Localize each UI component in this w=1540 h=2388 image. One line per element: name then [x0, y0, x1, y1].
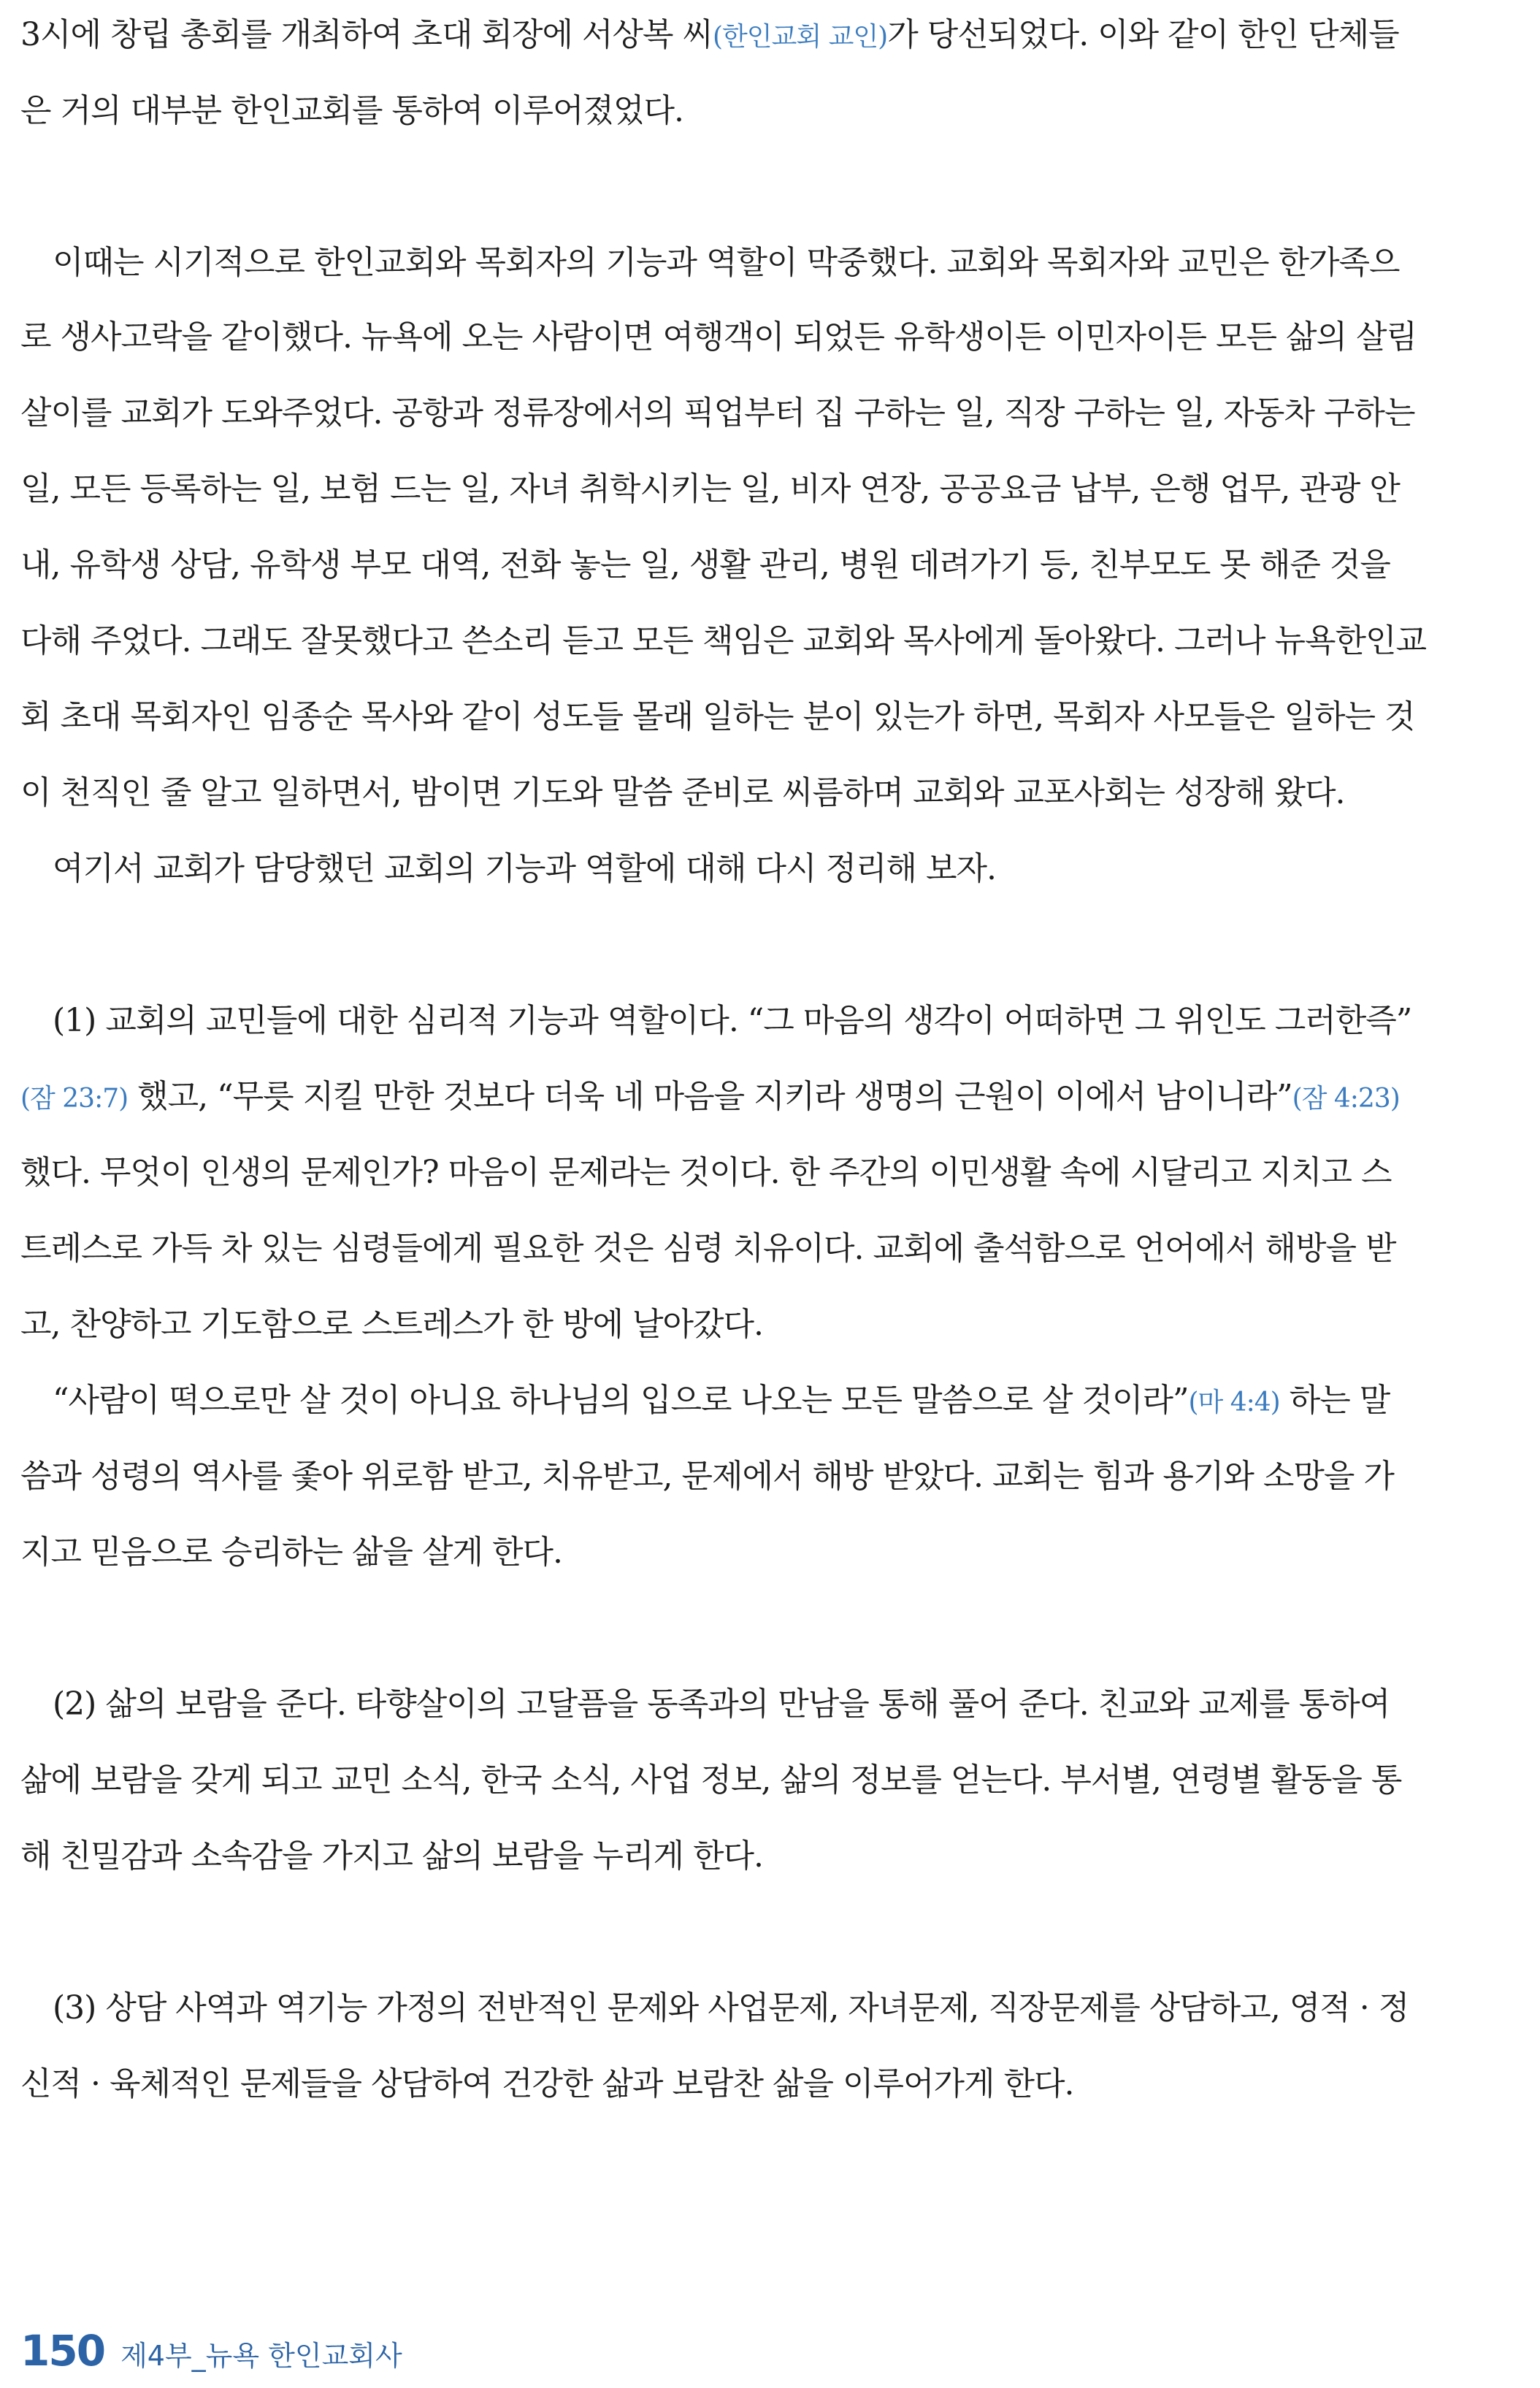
paragraph-5-line-3: 지고 믿음으로 승리하는 삶을 살게 한다.: [20, 1534, 562, 1571]
paragraph-4-line-3: 했다. 무엇이 인생의 문제인가? 마음이 문제라는 것이다. 한 주간의 이민생활 속에 시달리고 지치고 스: [20, 1154, 1392, 1191]
text-segment: 가 당선되었다. 이와 같이 한인 단체들: [887, 16, 1399, 53]
paragraph-2-line-7: 회 초대 목회자인 임종순 목사와 같이 성도들 몰래 일하는 분이 있는가 하면, 목회자 사모들은 일하는 것: [20, 698, 1415, 735]
paragraph-4-line-4: 트레스로 가득 차 있는 심령들에게 필요한 것은 심령 치유이다. 교회에 출석함으로 언어에서 해방을 받: [20, 1230, 1396, 1267]
paragraph-2-line-8: 이 천직인 줄 알고 일하면서, 밤이면 기도와 말씀 준비로 씨름하며 교회와 교포사회는 성장해 왔다.: [20, 774, 1345, 811]
paragraph-5-line-1: [20, 1379, 1510, 1425]
paragraph-7-line-2: 신적 · 육체적인 문제들을 상담하여 건강한 삶과 보람찬 삶을 이루어가게 한다.: [20, 2065, 1074, 2102]
page-footer: [20, 2326, 402, 2377]
paragraph-2-line-2: 로 생사고락을 같이했다. 뉴욕에 오는 사람이면 여행객이 되었든 유학생이든 이민자이든 모든 삶의 살림: [20, 318, 1417, 356]
paragraph-2-line-6: 다해 주었다. 그래도 잘못했다고 쓴소리 듣고 모든 책임은 교회와 목사에게 돌아왔다. 그러나 뉴욕한인교: [20, 622, 1426, 659]
paragraph-7-line-1: (3) 상담 사역과 역기능 가정의 전반적인 문제와 사업문제, 자녀문제, 직장문제를 상담하고, 영적 · 정: [53, 1989, 1409, 2027]
paragraph-3-line-1: 여기서 교회가 담당했던 교회의 기능과 역할에 대해 다시 정리해 보자.: [53, 850, 996, 887]
paragraph-4-line-1: (1) 교회의 교민들에 대한 심리적 기능과 역할이다. “그 마음의 생각이 어떠하면 그 위인도 그러한즉”: [53, 1002, 1412, 1039]
paragraph-2-line-4: 일, 모든 등록하는 일, 보험 드는 일, 자녀 취학시키는 일, 비자 연장, 공공요금 납부, 은행 업무, 관광 안: [20, 470, 1400, 508]
text-segment: 하는 말: [1279, 1382, 1390, 1419]
paragraph-2-line-3: 살이를 교회가 도와주었다. 공항과 정류장에서의 픽업부터 집 구하는 일, 직장 구하는 일, 자동차 구하는: [20, 394, 1415, 432]
paragraph-6-line-3: 해 친밀감과 소속감을 가지고 삶의 보람을 누리게 한다.: [20, 1837, 763, 1875]
paragraph-2-line-5: 내, 유학생 상담, 유학생 부모 대역, 전화 놓는 일, 생활 관리, 병원 데려가기 등, 친부모도 못 해준 것을: [20, 546, 1390, 583]
reference-note: (잠 23:7): [20, 1084, 129, 1114]
text-segment: 했고, “무릇 지킬 만한 것보다 더욱 네 마음을 지키라 생명의 근원이 이에서 남이니라”: [128, 1078, 1292, 1115]
paragraph-6-line-2: 삶에 보람을 갖게 되고 교민 소식, 한국 소식, 사업 정보, 삶의 정보를 얻는다. 부서별, 연령별 활동을 통: [20, 1761, 1402, 1799]
text-segment: 3시에 창립 총회를 개최하여 초대 회장에 서상복 씨: [20, 16, 713, 53]
reference-note: (잠 4:23): [1292, 1084, 1400, 1114]
running-title: 제4부_뉴욕 한인교회사: [120, 2340, 402, 2372]
paragraph-1-line-1: [20, 13, 1510, 59]
text-segment: “사람이 떡으로만 살 것이 아니요 하나님의 입으로 나오는 모든 말씀으로 살 것이라”: [53, 1382, 1189, 1419]
paragraph-4-line-5: 고, 찬양하고 기도함으로 스트레스가 한 방에 날아갔다.: [20, 1306, 763, 1343]
paragraph-5-line-2: 씀과 성령의 역사를 좇아 위로함 받고, 치유받고, 문제에서 해방 받았다. 교회는 힘과 용기와 소망을 가: [20, 1458, 1394, 1495]
paragraph-1-line-2: 은 거의 대부분 한인교회를 통하여 이루어졌었다.: [20, 92, 683, 129]
paragraph-2-line-1: 이때는 시기적으로 한인교회와 목회자의 기능과 역할이 막중했다. 교회와 목회자와 교민은 한가족으: [53, 244, 1400, 281]
reference-note: (마 4:4): [1188, 1388, 1280, 1417]
reference-note: (한인교회 교인): [712, 22, 888, 52]
paragraph-4-line-2: [20, 1075, 1510, 1121]
paragraph-6-line-1: (2) 삶의 보람을 준다. 타향살이의 고달픔을 동족과의 만남을 통해 풀어 준다. 친교와 교제를 통하여: [53, 1685, 1390, 1723]
page-number: 150: [20, 2326, 105, 2376]
